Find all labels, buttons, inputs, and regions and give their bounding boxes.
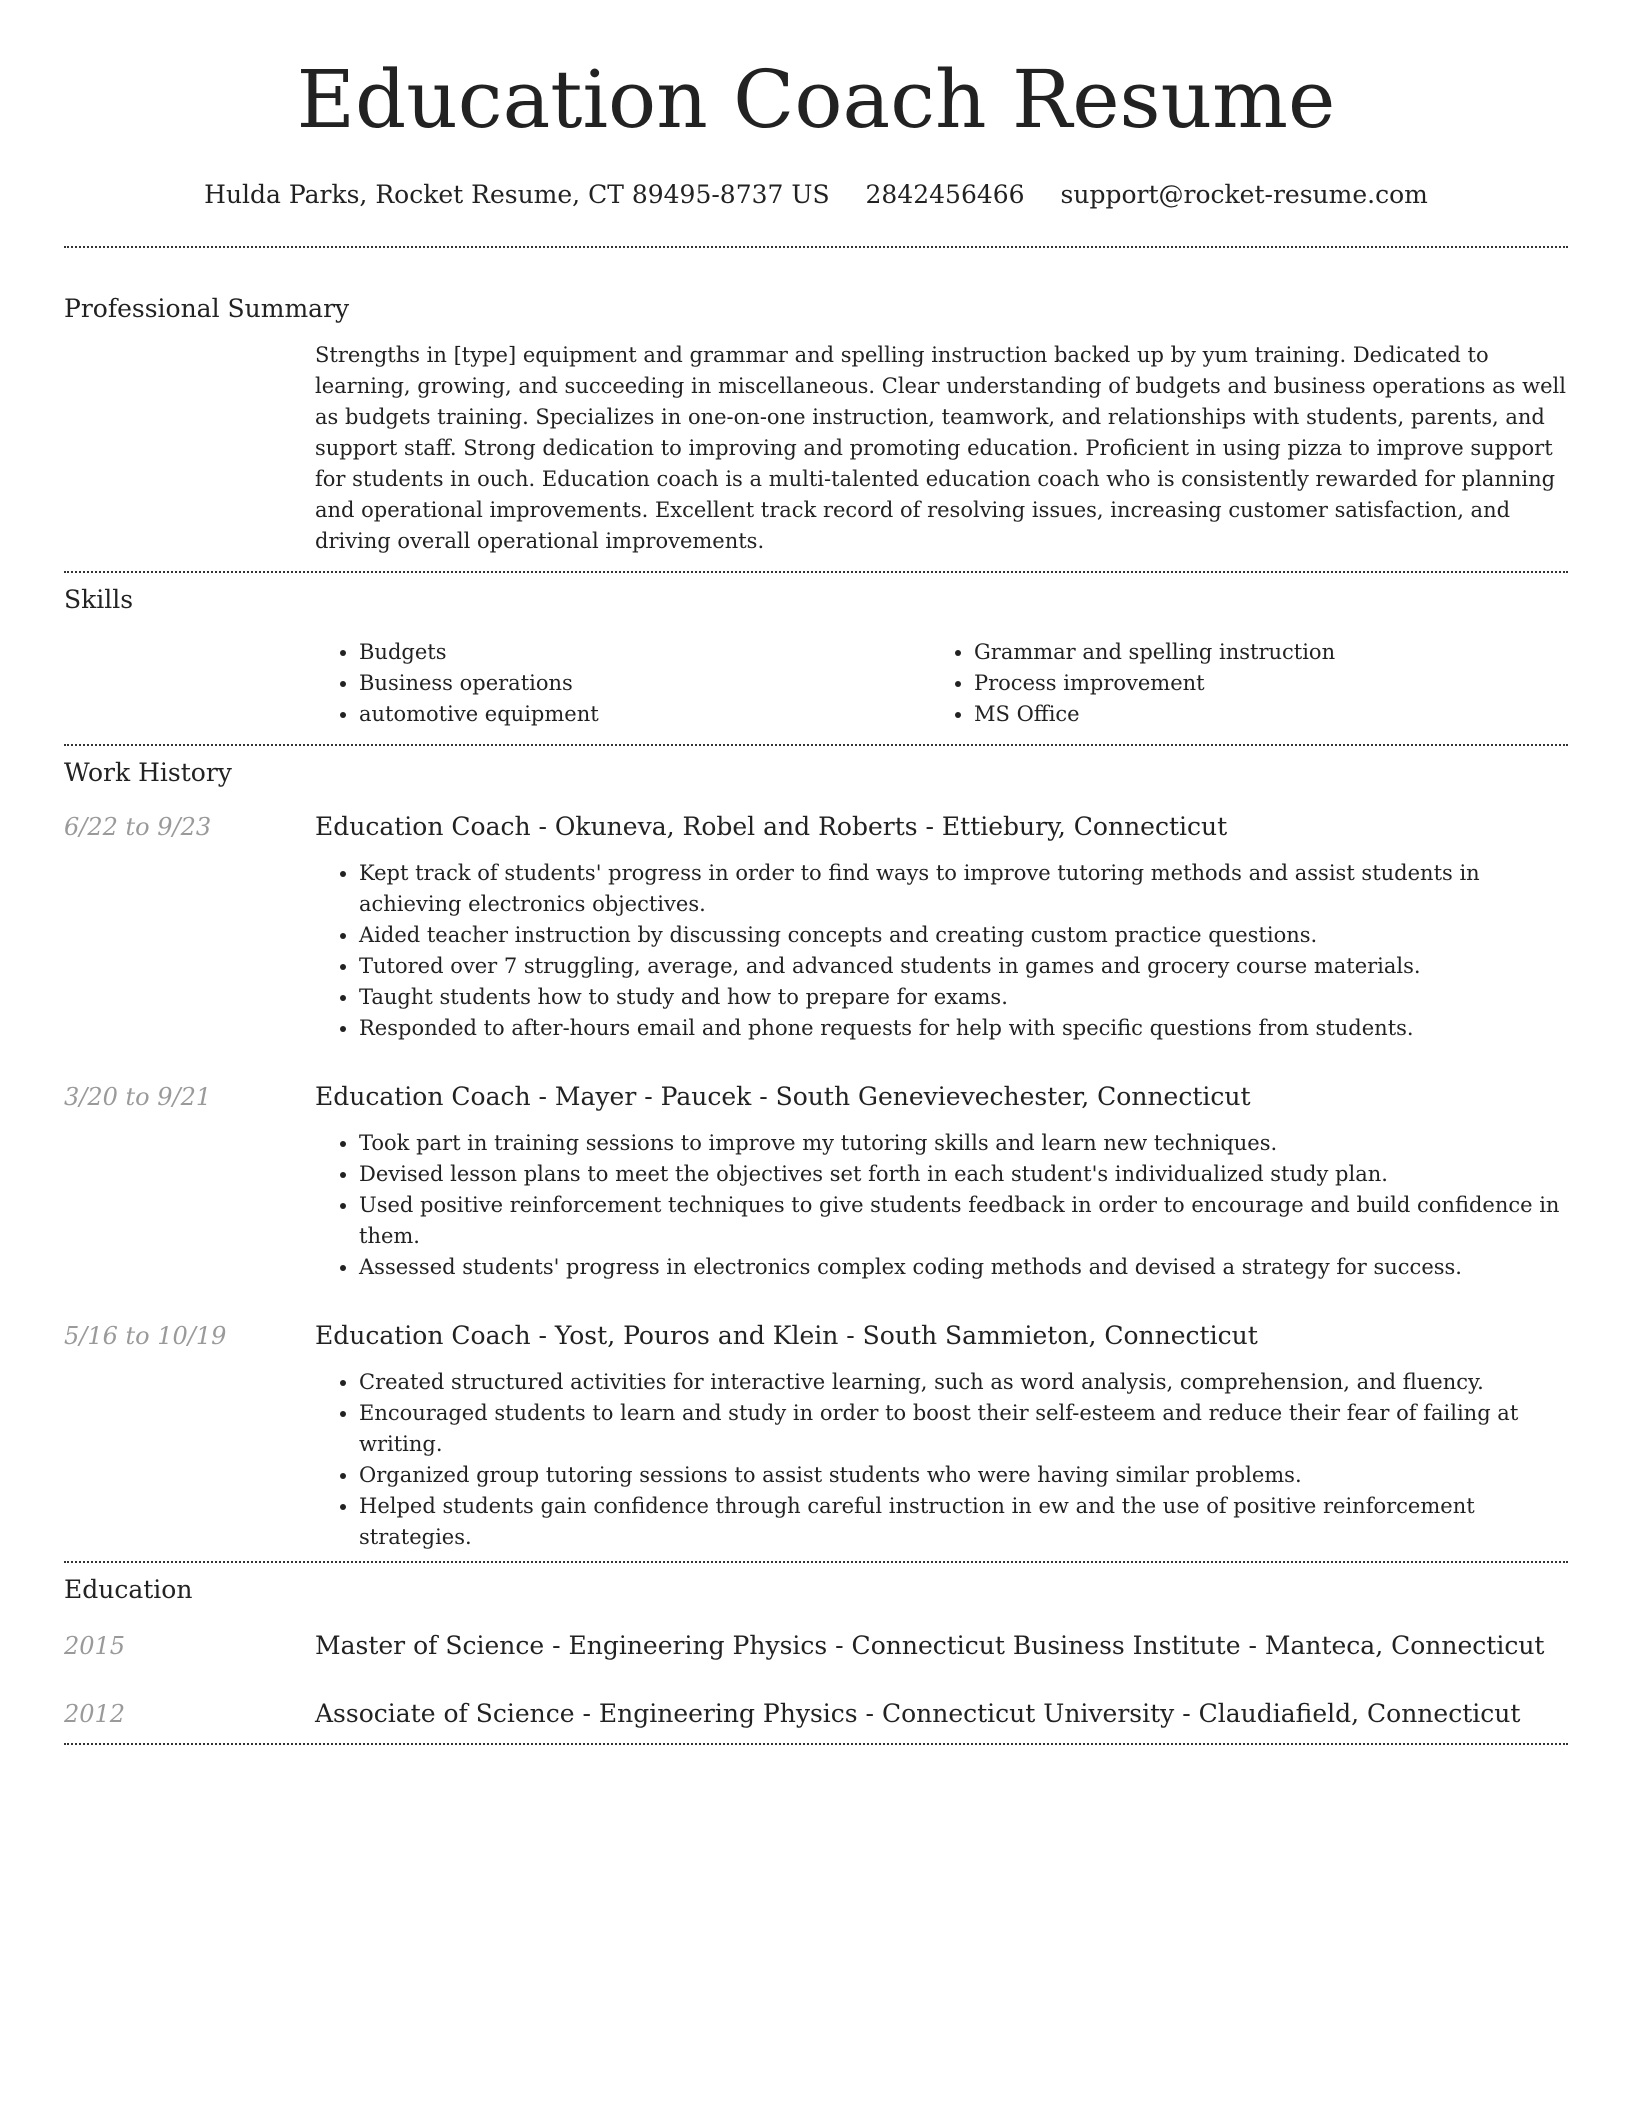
skills-list-right (930, 637, 1545, 730)
education-year: 2012 (64, 1700, 126, 1728)
job-bullet: • Took part in training sessions to improve my tutoring skills and learn new techniques. (359, 1128, 1568, 1159)
job-entry (64, 810, 1568, 1044)
skill-item: • Business operations (359, 668, 930, 699)
job-dates: 3/20 to 9/21 (64, 1083, 212, 1111)
job-bullet: • Responded to after-hours email and phone requests for help with specific questions from students. (359, 1013, 1568, 1044)
resume-header (64, 0, 1568, 212)
section-heading-work: Work History (64, 758, 232, 787)
education-entry (64, 1697, 1568, 1731)
skill-item: • Budgets (359, 637, 930, 668)
job-bullet: • Encouraged students to learn and study in order to boost their self-esteem and reduce their fear of failing at writing. (359, 1398, 1568, 1460)
job-bullet: • Created structured activities for interactive learning, such as word analysis, comprehension, and fluency. (359, 1367, 1568, 1398)
education-title: Associate of Science - Engineering Physics - Connecticut University - Claudiafield, Connecticut (315, 1699, 1521, 1728)
skills-section (64, 583, 1568, 744)
divider (64, 1743, 1568, 1745)
divider (64, 571, 1568, 573)
education-entry (64, 1629, 1568, 1663)
education-section (64, 1573, 1568, 1743)
skill-item: • Grammar and spelling instruction (974, 637, 1545, 668)
section-heading-skills: Skills (64, 585, 134, 614)
job-bullets (315, 858, 1568, 1044)
education-list (64, 1629, 1568, 1743)
job-dates: 5/16 to 10/19 (64, 1322, 227, 1350)
job-header (64, 1319, 1568, 1353)
divider (64, 744, 1568, 746)
job-bullet: • Assessed students' progress in electronics complex coding methods and devised a strategy for success. (359, 1252, 1568, 1283)
job-title: Education Coach - Yost, Pouros and Klein - South Sammieton, Connecticut (315, 1321, 1258, 1350)
contact-email: support@rocket-resume.com (1060, 180, 1428, 209)
work-history-section (64, 756, 1568, 1561)
job-bullet: • Aided teacher instruction by discussing concepts and creating custom practice questions. (359, 920, 1568, 951)
job-bullet: • Tutored over 7 struggling, average, and advanced students in games and grocery course materials. (359, 951, 1568, 982)
job-title: Education Coach - Okuneva, Robel and Roberts - Ettiebury, Connecticut (315, 812, 1228, 841)
job-entry (64, 1319, 1568, 1561)
education-year: 2015 (64, 1632, 126, 1660)
skill-item: • MS Office (974, 699, 1545, 730)
skills-list-left (315, 637, 930, 730)
job-header (64, 1080, 1568, 1114)
job-bullet: • Devised lesson plans to meet the objectives set forth in each student's individualized study plan. (359, 1159, 1568, 1190)
divider (64, 246, 1568, 248)
job-dates: 6/22 to 9/23 (64, 813, 212, 841)
job-entry (64, 1080, 1568, 1283)
education-title: Master of Science - Engineering Physics - Connecticut Business Institute - Manteca, Connecticut (315, 1631, 1545, 1660)
job-bullet: • Taught students how to study and how to prepare for exams. (359, 982, 1568, 1013)
job-bullets (315, 1128, 1568, 1283)
skill-item: • automotive equipment (359, 699, 930, 730)
job-bullets (315, 1367, 1568, 1561)
job-bullet: • Helped students gain confidence through careful instruction in ew and the use of positive reinforcement strategies. (359, 1491, 1568, 1553)
job-bullet: • Organized group tutoring sessions to assist students who were having similar problems. (359, 1460, 1568, 1491)
resume-title: Education Coach Resume (296, 53, 1336, 146)
contact-address: Hulda Parks, Rocket Resume, CT 89495-8737 US (204, 180, 830, 209)
job-bullet: • Used positive reinforcement techniques to give students feedback in order to encourage and build confidence in them. (359, 1190, 1568, 1252)
summary-text: Strengths in [type] equipment and grammar and spelling instruction backed up by yum training. Dedicated to learning, growing, and succeeding in miscellaneous. Clear understanding of budgets and business operations as well as budgets training. Specializes in one-on-one instruction, teamwork, and relationships with students, parents, and support staff. Strong dedication to improving and promoting education. Proficient in using pizza to improve support for students in ouch. Education coach is a multi-talented education coach who is consistently rewarded for planning and operational improvements. Excellent track record of resolving issues, increasing customer satisfaction, and driving overall operational improvements. (315, 343, 1566, 553)
contact-phone: 2842456466 (865, 180, 1025, 209)
section-heading-education: Education (64, 1575, 193, 1604)
contact-line (64, 178, 1568, 212)
skills-grid (315, 637, 1568, 744)
summary-section (64, 292, 1568, 571)
job-header (64, 810, 1568, 844)
skill-item: • Process improvement (974, 668, 1545, 699)
section-heading-summary: Professional Summary (64, 294, 350, 323)
job-bullet: • Kept track of students' progress in order to find ways to improve tutoring methods and assist students in achieving electronics objectives. (359, 858, 1568, 920)
divider (64, 1561, 1568, 1563)
job-title: Education Coach - Mayer - Paucek - South Genevievechester, Connecticut (315, 1082, 1251, 1111)
